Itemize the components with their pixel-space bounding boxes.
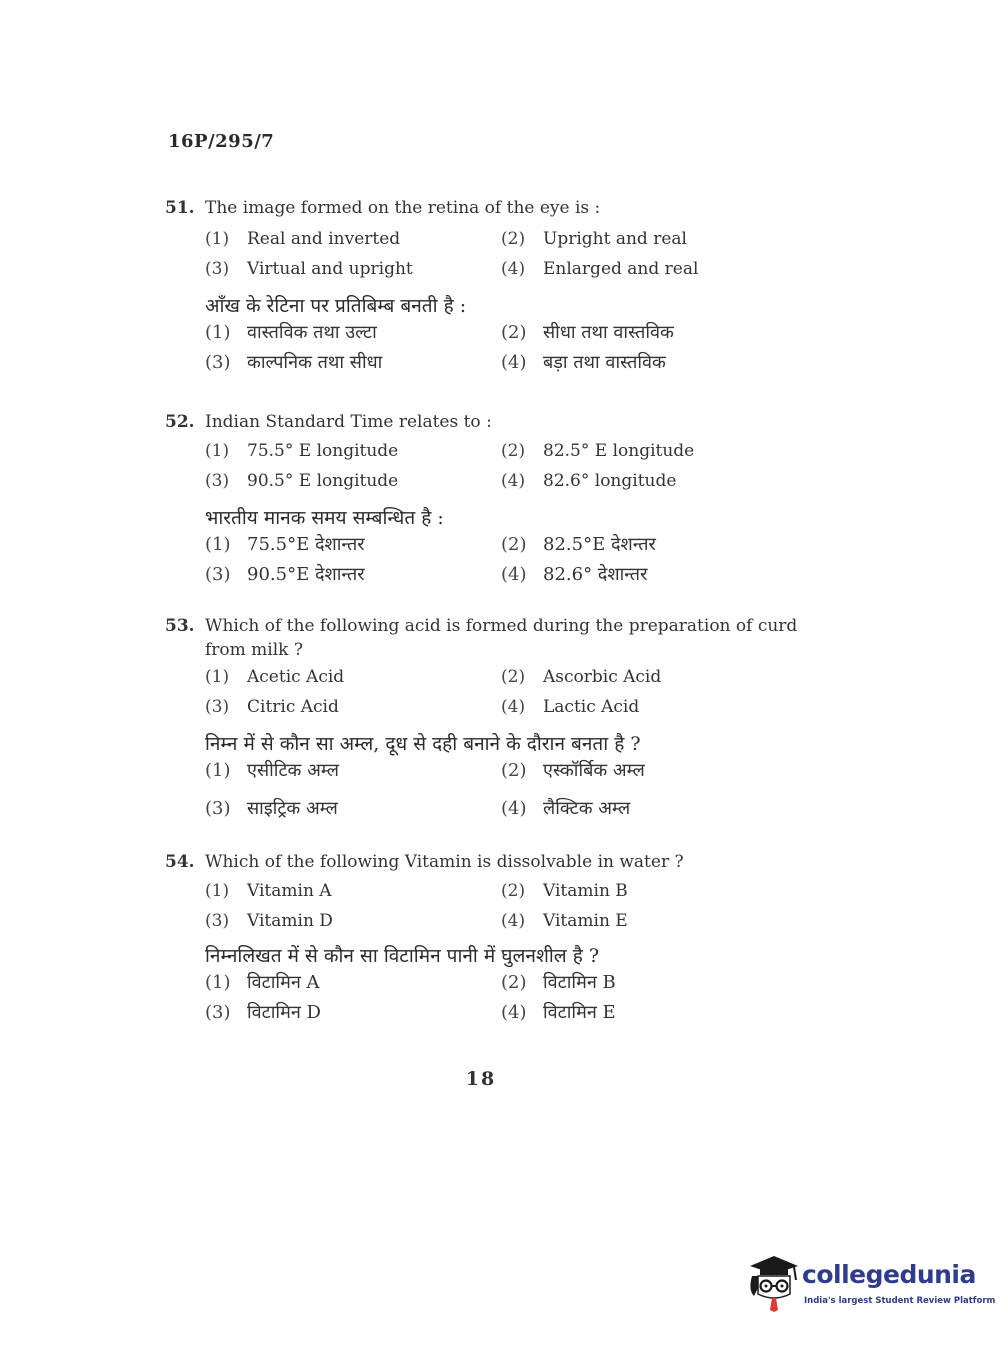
option-text: Ascorbic Acid	[543, 667, 662, 687]
option	[501, 468, 801, 494]
option	[205, 226, 501, 252]
option-text: विटामिन E	[543, 1002, 616, 1023]
option-text: 75.5° E longitude	[247, 441, 399, 461]
option	[501, 1000, 801, 1026]
option-text: सीधा तथा वास्तविक	[543, 322, 674, 343]
option-number: (2)	[501, 229, 526, 249]
option	[205, 664, 501, 690]
question-number: 54.	[165, 852, 195, 872]
option	[501, 664, 801, 690]
option-text: विटामिन D	[247, 1002, 321, 1023]
option-text: Lactic Acid	[543, 697, 640, 717]
option	[205, 970, 501, 996]
option-text: काल्पनिक तथा सीधा	[247, 352, 383, 373]
option-number: (3)	[205, 911, 230, 931]
option-number: (4)	[501, 259, 526, 279]
option	[501, 562, 801, 588]
option-number: (4)	[501, 352, 527, 373]
option	[205, 1000, 501, 1026]
option	[501, 256, 801, 282]
option-number: (3)	[205, 259, 230, 279]
question-52	[165, 410, 805, 588]
option-text: 90.5° E longitude	[247, 471, 399, 491]
option-text: Acetic Acid	[247, 667, 345, 687]
option	[501, 226, 801, 252]
option-text: एसीटिक अम्ल	[247, 760, 339, 781]
option-text: लैक्टिक अम्ल	[543, 798, 631, 819]
option-number: (3)	[205, 352, 231, 373]
option-number: (2)	[501, 441, 526, 461]
options-en	[205, 664, 805, 720]
option-number: (1)	[205, 322, 231, 343]
logo-wordmark: collegedunia	[802, 1260, 976, 1289]
question-number: 53.	[165, 616, 195, 636]
option-number: (2)	[501, 667, 526, 687]
option-number: (4)	[501, 1002, 527, 1023]
options-hi	[205, 320, 805, 376]
option-number: (1)	[205, 667, 230, 687]
question-text-en: The image formed on the retina of the eye is :	[205, 198, 601, 218]
option	[501, 350, 801, 376]
option-text: साइट्रिक अम्ल	[247, 798, 338, 819]
question-53	[165, 614, 805, 822]
option	[501, 908, 801, 934]
question-text-hi: आँख के रेटिना पर प्रतिबिम्ब बनती है :	[205, 295, 467, 317]
option-text: Vitamin D	[247, 911, 333, 931]
option-text: 82.5°E देशन्तर	[543, 534, 656, 555]
option-text: Vitamin B	[543, 881, 628, 901]
option-number: (3)	[205, 471, 230, 491]
question-text-en: Indian Standard Time relates to :	[205, 412, 492, 432]
options-en	[205, 438, 805, 494]
option-text: एस्कॉर्बिक अम्ल	[543, 760, 645, 781]
option-number: (3)	[205, 798, 231, 819]
options-hi	[205, 758, 805, 822]
option	[501, 758, 801, 784]
option	[205, 908, 501, 934]
paper-code: 16P/295/7	[168, 131, 275, 152]
option-number: (2)	[501, 322, 527, 343]
option-text: बड़ा तथा वास्तविक	[543, 352, 666, 373]
option-text: विटामिन B	[543, 972, 616, 993]
option	[205, 562, 501, 588]
option-text: 82.6° देशान्तर	[543, 564, 648, 585]
option-number: (1)	[205, 972, 231, 993]
student-mascot-icon	[744, 1250, 800, 1312]
option	[205, 256, 501, 282]
option	[501, 796, 801, 822]
option	[501, 532, 801, 558]
options-en	[205, 226, 805, 282]
option	[205, 758, 501, 784]
option-number: (3)	[205, 697, 230, 717]
logo-tagline: India's largest Student Review Platform	[804, 1296, 996, 1306]
option-number: (3)	[205, 564, 231, 585]
option	[501, 320, 801, 346]
options-hi	[205, 532, 805, 588]
options-en	[205, 878, 805, 934]
option-number: (2)	[501, 972, 527, 993]
option	[205, 320, 501, 346]
option-number: (4)	[501, 798, 527, 819]
option-number: (3)	[205, 1002, 231, 1023]
question-number: 51.	[165, 198, 195, 218]
option	[205, 796, 501, 822]
collegedunia-logo	[744, 1250, 996, 1316]
option-text: विटामिन A	[247, 972, 320, 993]
option	[205, 468, 501, 494]
question-54	[165, 850, 805, 1026]
option-number: (1)	[205, 441, 230, 461]
question-text-en: Which of the following acid is formed during the preparation of curd from milk ?	[205, 616, 798, 660]
option-number: (1)	[205, 229, 230, 249]
options-hi	[205, 970, 805, 1026]
option	[501, 970, 801, 996]
option-text: Vitamin A	[247, 881, 332, 901]
option	[205, 694, 501, 720]
option-text: Citric Acid	[247, 697, 339, 717]
option-text: Virtual and upright	[247, 259, 413, 279]
question-text-en: Which of the following Vitamin is dissolvable in water ?	[205, 852, 684, 872]
option-number: (2)	[501, 760, 527, 781]
option-number: (4)	[501, 697, 526, 717]
option-text: Enlarged and real	[543, 259, 699, 279]
option-text: 82.6° longitude	[543, 471, 677, 491]
question-51	[165, 196, 805, 376]
option	[205, 350, 501, 376]
question-text-hi: निम्न में से कौन सा अम्ल, दूध से दही बनाने के दौरान बनता है ?	[205, 733, 641, 755]
option	[205, 438, 501, 464]
question-text-hi: निम्नलिखत में से कौन सा विटामिन पानी में घुलनशील है ?	[205, 945, 600, 967]
option-text: वास्तविक तथा उल्टा	[247, 322, 377, 343]
question-number: 52.	[165, 412, 195, 432]
option-text: Real and inverted	[247, 229, 401, 249]
page-number: 18	[465, 1068, 497, 1090]
option-text: 82.5° E longitude	[543, 441, 695, 461]
option	[501, 438, 801, 464]
option-text: Vitamin E	[543, 911, 628, 931]
option-number: (2)	[501, 534, 527, 555]
question-text-hi: भारतीय मानक समय सम्बन्धित है :	[205, 507, 444, 529]
option-text: 75.5°E देशान्तर	[247, 534, 365, 555]
option-number: (1)	[205, 534, 231, 555]
option-number: (2)	[501, 881, 526, 901]
option	[501, 878, 801, 904]
option	[205, 878, 501, 904]
option-text: 90.5°E देशान्तर	[247, 564, 365, 585]
option-number: (4)	[501, 564, 527, 585]
option	[205, 532, 501, 558]
option-number: (1)	[205, 760, 231, 781]
option-number: (4)	[501, 911, 526, 931]
option-number: (4)	[501, 471, 526, 491]
option	[501, 694, 801, 720]
option-text: Upright and real	[543, 229, 687, 249]
option-number: (1)	[205, 881, 230, 901]
